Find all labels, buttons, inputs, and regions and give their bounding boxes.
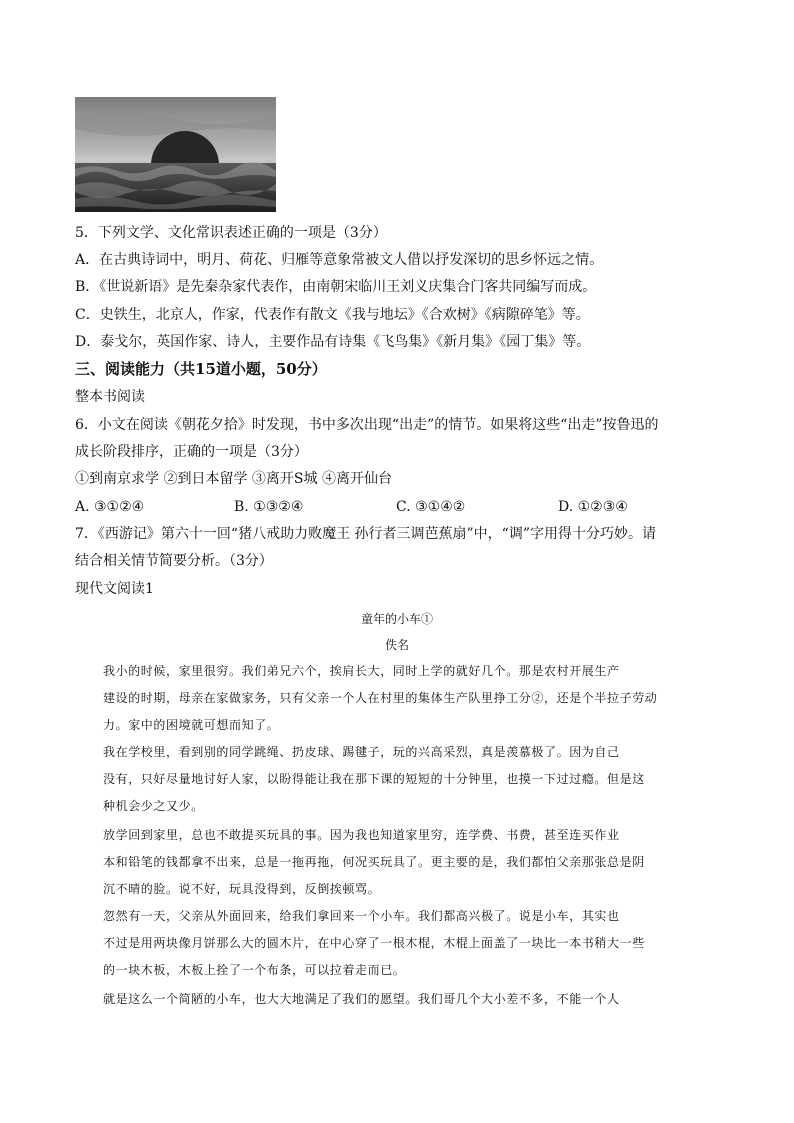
sunset-sea-image bbox=[75, 97, 276, 212]
paragraph-1-line-1: 我小的时候，家里很穷。我们弟兄六个，挨肩长大，同时上学的就好几个。那是农村开展生产 bbox=[103, 664, 620, 678]
paragraph-3-line-1: 放学回到家里，总也不敢提买玩具的事。因为我也知道家里穷，连学费、书费，甚至连买作业 bbox=[103, 828, 620, 842]
q6-choice-c: C. ③①④② bbox=[396, 499, 466, 515]
q5-option-d: D．泰戈尔，英国作家、诗人，主要作品有诗集《飞鸟集》《新月集》《园丁集》等。 bbox=[75, 334, 591, 350]
q7-line-1: 7．《西游记》第六十一回“猪八戒助力败魔王 孙行者三调芭蕉扇”中，“调”字用得十分巧妙。请 bbox=[75, 526, 656, 542]
passage-title: 童年的小车① bbox=[360, 612, 433, 626]
q5-option-a: A．在古典诗词中，明月、荷花、归雁等意象常被文人借以抒发深切的思乡怀远之情。 bbox=[75, 252, 604, 268]
q6-choice-b: B. ①③②④ bbox=[234, 499, 304, 515]
paragraph-5-line-1: 就是这么一个简陋的小车，也大大地满足了我们的愿望。我们哥几个大小差不多，不能一个人 bbox=[103, 992, 620, 1006]
paragraph-1-line-3: 力。家中的困境就可想而知了。 bbox=[103, 718, 280, 732]
paragraph-2-line-2: 没有，只好尽量地讨好人家，以盼得能让我在那下课的短短的十分钟里，也摸一下过过瘾。但是这 bbox=[103, 772, 645, 786]
passage-author: 佚名 bbox=[384, 638, 409, 652]
q6-choice-d: D. ①②③④ bbox=[558, 499, 628, 515]
q5-option-c: C．史铁生，北京人，作家，代表作有散文《我与地坛》《合欢树》《病隙碎笔》等。 bbox=[75, 307, 590, 323]
section-3-heading: 三、阅读能力（共15道小题，50分） bbox=[75, 360, 327, 378]
q6-line-1: 6．小文在阅读《朝花夕拾》时发现，书中多次出现“出走”的情节。如果将这些“出走”按鲁迅的 bbox=[75, 417, 659, 433]
paragraph-3-line-2: 本和铅笔的钱都拿不出来，总是一拖再拖，何况买玩具了。更主要的是，我们都怕父亲那张总是阴 bbox=[103, 855, 645, 869]
paragraph-4-line-2: 不过是用两块像月饼那么大的圆木片，在中心穿了一根木棍，木棍上面盖了一块比一本书稍大一些 bbox=[103, 936, 645, 950]
q6-choice-a: A. ③①②④ bbox=[75, 499, 145, 515]
q6-line-2: 成长阶段排序，正确的一项是（3分） bbox=[75, 444, 308, 460]
q6-items: ①到南京求学 ②到日本留学 ③离开S城 ④离开仙台 bbox=[75, 471, 392, 487]
whole-book-reading-label: 整本书阅读 bbox=[75, 389, 145, 405]
sunset-over-sea-photo bbox=[75, 97, 276, 212]
paragraph-1-line-2: 建设的时期，母亲在家做家务，只有父亲一个人在村里的集体生产队里挣工分②，还是个半拉子劳动 bbox=[103, 691, 658, 705]
q5-option-b: B．《世说新语》是先秦杂家代表作，由南朝宋临川王刘义庆集合门客共同编写而成。 bbox=[75, 279, 597, 295]
paragraph-3-line-3: 沉不晴的脸。说不好，玩具没得到，反倒挨顿骂。 bbox=[103, 882, 381, 896]
q5-stem: 5．下列文学、文化常识表述正确的一项是（3分） bbox=[75, 225, 387, 241]
paragraph-4-line-3: 的一块木板，木板上拴了一个布条，可以拉着走而已。 bbox=[103, 963, 406, 977]
modern-reading-1-label: 现代文阅读1 bbox=[75, 581, 154, 597]
paragraph-4-line-1: 忽然有一天，父亲从外面回来，给我们拿回来一个小车。我们都高兴极了。说是小车，其实也 bbox=[103, 909, 620, 923]
q7-line-2: 结合相关情节简要分析。（3分） bbox=[75, 553, 273, 569]
paragraph-2-line-3: 种机会少之又少。 bbox=[103, 799, 204, 813]
paragraph-2-line-1: 我在学校里，看到别的同学跳绳、扔皮球、踢毽子，玩的兴高采烈，真是羡慕极了。因为自己 bbox=[103, 745, 620, 759]
